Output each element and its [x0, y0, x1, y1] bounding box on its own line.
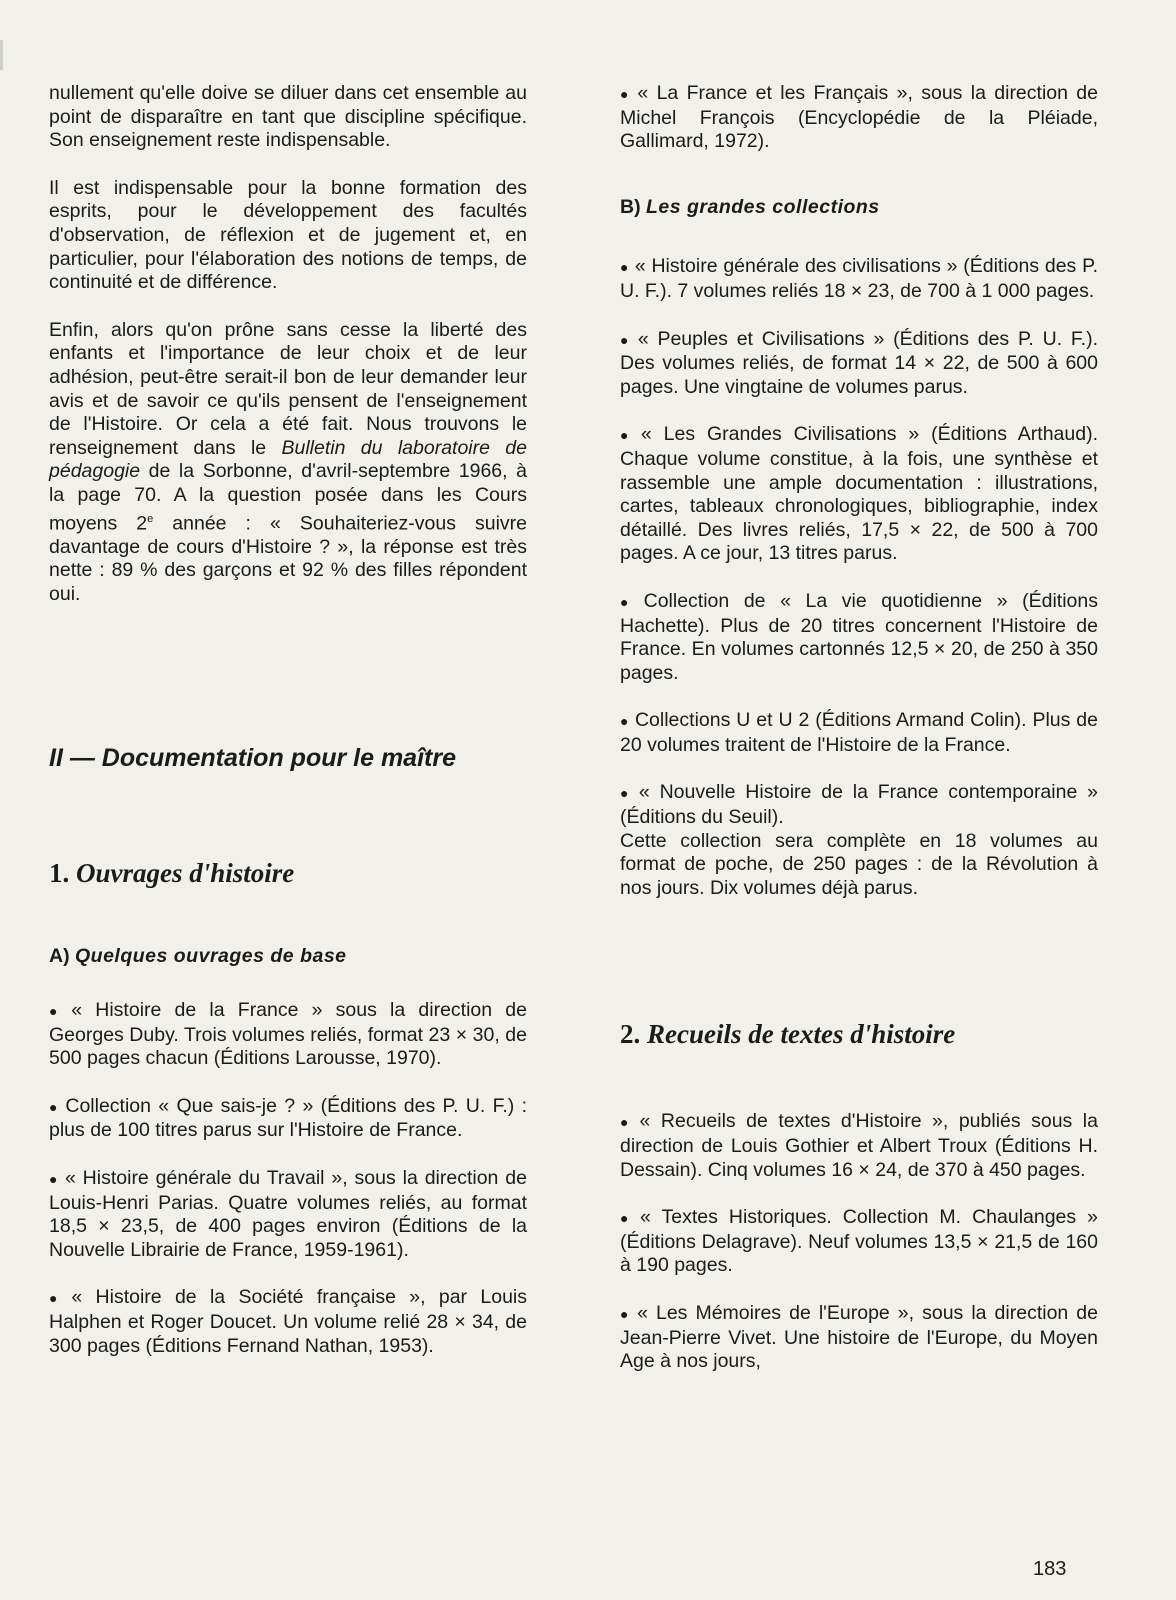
- chapter-heading-1: 1. Ouvrages d'histoire: [49, 858, 295, 889]
- bullet-icon: ●: [620, 259, 629, 276]
- list-item: ● « Les Mémoires de l'Europe », sous la direction de Jean-Pierre Vivet. Une histoire de l'Europe, du Moyen Age à nos jours,: [620, 1302, 1098, 1373]
- list-item: ● « La France et les Français », sous la direction de Michel François (Encyclopédie de la Pléiade, Gallimard, 1972).: [620, 82, 1098, 153]
- paragraph-2: Il est indispensable pour la bonne formation des esprits, pour le développement des facultés d'observation, de réflexion et de jugement et, en particulier, pour l'élaboration des notions de temps, de continuité et de différence.: [49, 176, 527, 294]
- section-title: II — Documentation pour le maître: [49, 744, 456, 773]
- list-item: ● « Peuples et Civilisations » (Éditions des P. U. F.). Des volumes reliés, de format 14 × 22, de 500 à 600 pages. Une vingtaine de volumes parus.: [620, 327, 1098, 398]
- chapter-heading-2: 2. Recueils de textes d'histoire: [620, 1019, 956, 1050]
- list-item: ● « Recueils de textes d'Histoire », publiés sous la direction de Louis Gothier et Albert Troux (Éditions H. Dessain). Cinq volumes 16 × 24, de 370 à 450 pages.: [620, 1110, 1098, 1181]
- paragraph-3: Enfin, alors qu'on prône sans cesse la liberté des enfants et l'importance de leur choix et de leur adhésion, peut-être serait-il bon de leur demander leur avis et de savoir ce qu'ils pensent de l'enseignement de l'Histoire. Or cela a été fait. Nous trouvons le renseignement dans le Bulletin du laboratoire de pédagogie de la Sorbonne, d'avril-septembre 1966, à la page 70. A la question posée dans les Cours moyens 2e année : « Souhaiteriez-vous suivre davantage de cours d'Histoire ? », la réponse est très nette : 89 % des garçons et 92 % des filles répondent oui.: [49, 318, 528, 605]
- left-column: [49, 82, 527, 1382]
- list-item: ● Collections U et U 2 (Éditions Armand Colin). Plus de 20 volumes traitent de l'Histoire de la France.: [620, 709, 1098, 756]
- bullet-icon: ●: [49, 1170, 59, 1187]
- subheading-b: B) Les grandes collections: [620, 195, 880, 218]
- list-item: ● « Textes Historiques. Collection M. Chaulanges » (Éditions Delagrave). Neuf volumes 13,5 × 21,5 de 160 à 190 pages.: [620, 1206, 1098, 1277]
- bullet-icon: ●: [620, 1306, 632, 1322]
- bullet-icon: ●: [620, 593, 638, 610]
- list-item: ● « Histoire de la Société française », par Louis Halphen et Roger Doucet. Un volume relié 28 × 34, de 300 pages (Éditions Fernand Nathan, 1953).: [49, 1286, 527, 1357]
- scan-edge-mark: [0, 40, 3, 70]
- list-item: ● « Histoire générale des civilisations » (Éditions des P. U. F.). 7 volumes reliés 18 × 23, de 700 à 1 000 pages.: [620, 255, 1098, 302]
- list-item: ● « Histoire de la France » sous la direction de Georges Duby. Trois volumes reliés, format 23 × 30, de 500 pages chacun (Éditions Larousse, 1970).: [49, 998, 527, 1070]
- list-item: ● Collection de « La vie quotidienne » (Éditions Hachette). Plus de 20 titres concernent l'Histoire de France. En volumes cartonnés 12,5 × 20, de 250 à 350 pages.: [620, 589, 1098, 684]
- paragraph-1: nullement qu'elle doive se diluer dans cet ensemble au point de disparaître en tant que discipline spécifique. Son enseignement reste indispensable.: [49, 82, 527, 152]
- bullet-icon: ●: [620, 427, 635, 444]
- bullet-icon: ●: [49, 1290, 66, 1307]
- list-item: ● « Histoire générale du Travail », sous la direction de Louis-Henri Parias. Quatre volumes reliés, au format 18,5 × 23,5, de 400 pages environ (Éditions de la Nouvelle Librairie de France, 1959-1961).: [49, 1166, 527, 1261]
- bullet-icon: ●: [620, 713, 629, 730]
- right-column: [620, 82, 1098, 1398]
- bullet-icon: ●: [49, 1002, 66, 1019]
- subheading-a: A) Quelques ouvrages de base: [49, 945, 347, 968]
- list-item: ● « Nouvelle Histoire de la France contemporaine » (Éditions du Seuil). Cette collection sera complète en 18 volumes au format de poche, de 250 pages : de la Révolution à nos jours. Dix volumes déjà parus.: [620, 781, 1098, 899]
- page-number: 183: [1033, 1558, 1067, 1580]
- bullet-icon: ●: [620, 1210, 635, 1227]
- bullet-icon: ●: [620, 1114, 634, 1131]
- bullet-icon: ●: [620, 86, 632, 102]
- bullet-icon: ●: [620, 785, 633, 802]
- bullet-icon: ●: [620, 331, 632, 348]
- list-item: ● Collection « Que sais-je ? » (Éditions des P. U. F.) : plus de 100 titres parus sur l'Histoire de France.: [49, 1094, 527, 1142]
- bulletin-title: Bulletin du laboratoire de pédagogie: [49, 436, 528, 483]
- bullet-icon: ●: [49, 1098, 60, 1115]
- list-item: ● « Les Grandes Civilisations » (Éditions Arthaud). Chaque volume constitue, à la fois, une synthèse et rassemble une ample documentation : illustrations, cartes, tableaux chronologiques, bibliographie, index détaillé. Des livres reliés, 17,5 × 22, de 500 à 700 pages. A ce jour, 13 titres parus.: [620, 423, 1099, 565]
